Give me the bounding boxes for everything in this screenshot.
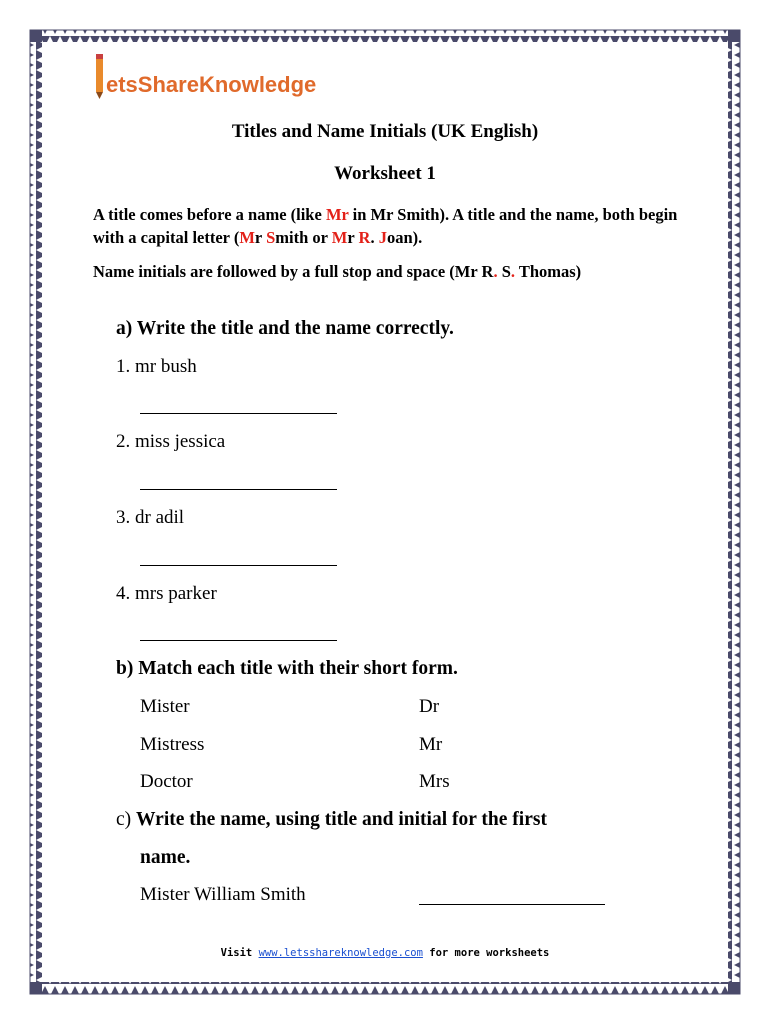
question-item: 1. mr bush <box>116 356 197 377</box>
match-right-item: Dr <box>419 696 440 717</box>
site-logo <box>90 52 360 102</box>
question-item: 2. miss jessica <box>116 431 226 452</box>
answer-line[interactable] <box>140 413 337 414</box>
worksheet-subtitle: Worksheet 1 <box>334 163 436 184</box>
intro-paragraph-1: A title comes before a name (like Mr in Mr Smith). A title and the name, both begin with a capital letter (Mr Smith or Mr R. Joan). <box>93 205 678 247</box>
section-a-heading: a) Write the title and the name correctly. <box>116 318 454 339</box>
match-left-item: Mister <box>140 696 190 717</box>
footer: Visit www.letsshareknowledge.com for more worksheets <box>220 947 550 959</box>
logo-text: etsShareKnowledge <box>106 72 317 97</box>
match-right-item: Mrs <box>419 771 450 792</box>
answer-line[interactable] <box>419 904 605 905</box>
answer-line[interactable] <box>140 640 337 641</box>
match-right-item: Mr <box>419 734 443 755</box>
section-b-heading: b) Match each title with their short form. <box>116 658 458 679</box>
question-item: 4. mrs parker <box>116 583 217 604</box>
question-item: 3. dr adil <box>116 507 185 528</box>
pencil-icon <box>96 54 103 99</box>
intro-paragraph-2: Name initials are followed by a full stop and space (Mr R. S. Thomas) <box>93 262 582 281</box>
footer-link[interactable]: www.letsshareknowledge.com <box>258 947 423 959</box>
answer-line[interactable] <box>140 565 337 566</box>
worksheet-title: Titles and Name Initials (UK English) <box>231 121 539 142</box>
answer-line[interactable] <box>140 489 337 490</box>
section-c-heading: c) Write the name, using title and initial for the first <box>116 809 547 830</box>
match-left-item: Mistress <box>140 734 205 755</box>
question-item: Mister William Smith <box>140 884 306 905</box>
section-c-heading-cont: name. <box>140 847 191 868</box>
match-left-item: Doctor <box>140 771 193 792</box>
